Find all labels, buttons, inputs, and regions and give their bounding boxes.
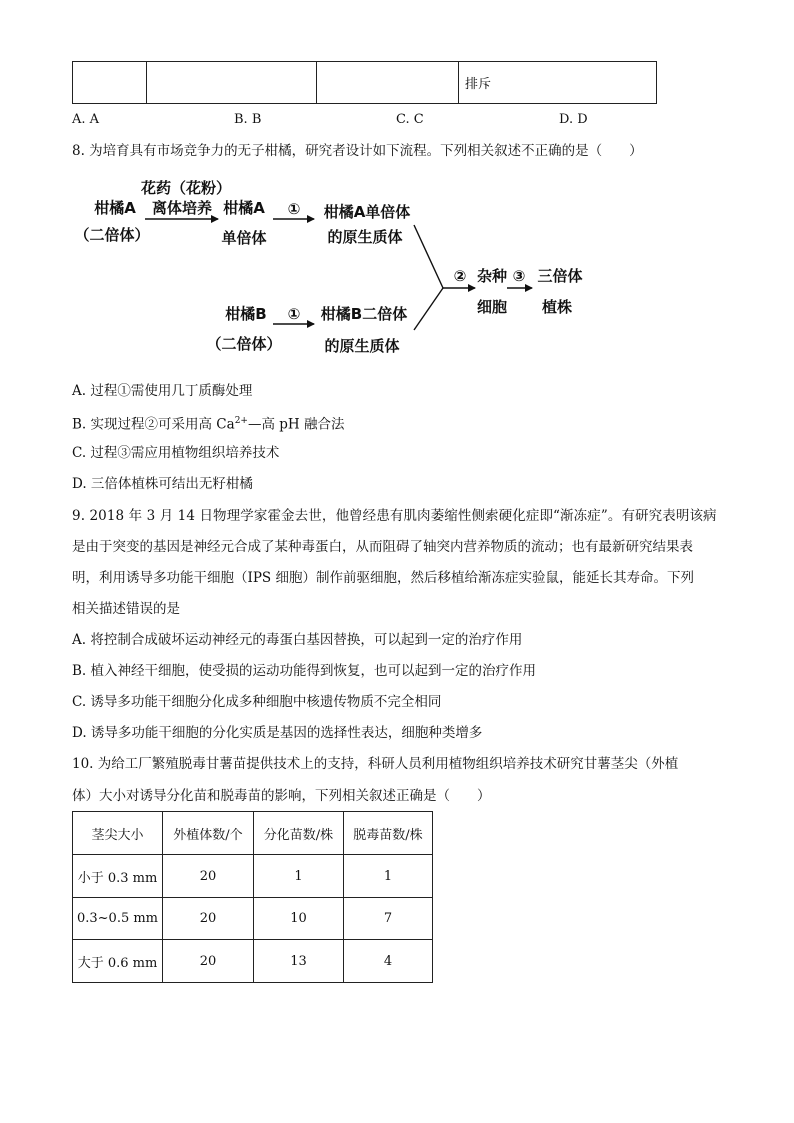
flow-protoB2: 的原生质体	[324, 337, 400, 355]
q9-option-b: B. 植入神经干细胞，使受损的运动功能得到恢复，也可以起到一定的治疗作用	[72, 663, 537, 679]
flow-hybrid1: 杂种	[476, 267, 508, 285]
table-cell: 20	[163, 855, 254, 898]
flow-diploid-a: （二倍体）	[74, 226, 150, 244]
q10-header-cell: 外植体数/个	[163, 812, 254, 855]
flow-protoA2: 的原生质体	[327, 228, 403, 246]
table-cell: 小于 0.3 mm	[73, 855, 163, 898]
table-row	[73, 898, 433, 940]
flow-triploid1: 三倍体	[537, 267, 583, 285]
q10-header-cell: 分化苗数/株	[254, 812, 344, 855]
flow-citrus-b: 柑橘B	[225, 305, 267, 323]
top-table-cell: 排斥	[459, 62, 657, 104]
q8-option-b	[72, 411, 344, 435]
table-row	[73, 940, 433, 983]
q10-table-header	[73, 812, 433, 855]
table-cell: 20	[163, 940, 254, 983]
q9-stem-line2: 是由于突变的基因是神经元合成了某种毒蛋白，从而阻碍了轴突内营养物质的流动；也有最新研究结果表	[72, 539, 693, 555]
q8-option-a: A. 过程①需使用几丁质酶处理	[72, 383, 253, 399]
q7-option-a: A. A	[72, 112, 100, 127]
flow-step2: ②	[453, 267, 467, 285]
q9-option-c: C. 诱导多功能干细胞分化成多种细胞中核遗传物质不完全相同	[72, 694, 442, 710]
flow-protoA1: 柑橘A单倍体	[323, 203, 411, 221]
flow-arrows	[0, 0, 794, 370]
table-cell: 1	[254, 855, 344, 898]
q8-flowchart	[0, 0, 794, 370]
flow-diploid-b: （二倍体）	[206, 335, 282, 353]
q9-stem-line4: 相关描述错误的是	[72, 601, 180, 617]
table-cell: 7	[344, 898, 433, 940]
flow-step1b: ①	[287, 305, 301, 323]
q9-stem-line1: 9. 2018 年 3 月 14 日物理学家霍金去世，他曾经患有肌肉萎缩性侧索硬化症即“渐冻症”。有研究表明该病	[72, 508, 717, 524]
flow-citrus-a2: 柑橘A	[223, 199, 265, 217]
q9-option-a: A. 将控制合成破坏运动神经元的毒蛋白基因替换，可以起到一定的治疗作用	[72, 632, 523, 648]
flow-culture: 离体培养	[151, 199, 213, 217]
flow-protoB1: 柑橘B二倍体	[320, 305, 408, 323]
table-cell: 1	[344, 855, 433, 898]
q10-stem-line1: 10. 为给工厂繁殖脱毒甘薯苗提供技术上的支持，科研人员利用植物组织培养技术研究甘薯茎尖（外植	[72, 756, 679, 772]
q10-stem-line2: 体）大小对诱导分化苗和脱毒苗的影响，下列相关叙述正确是（ ）	[72, 788, 491, 804]
table-cell: 13	[254, 940, 344, 983]
table-row	[73, 855, 433, 898]
flow-triploid2: 植株	[541, 298, 573, 316]
flow-haploid: 单倍体	[221, 229, 267, 247]
q9-stem-line3: 明，利用诱导多功能干细胞（IPS 细胞）制作前驱细胞，然后移植给渐冻症实验鼠，能延长其寿命。下列	[72, 570, 694, 586]
q8-option-b-post: —高 pH 融合法	[247, 416, 345, 433]
q9-option-d: D. 诱导多功能干细胞的分化实质是基因的选择性表达，细胞种类增多	[72, 725, 483, 741]
q7-option-d: D. D	[559, 112, 588, 127]
flow-step3: ③	[512, 267, 526, 285]
q7-option-b: B. B	[234, 112, 262, 127]
table-cell: 大于 0.6 mm	[73, 940, 163, 983]
table-cell: 10	[254, 898, 344, 940]
flow-pollen: 花药（花粉）	[140, 179, 232, 197]
table-cell: 20	[163, 898, 254, 940]
q8-option-b-charge: 2+	[234, 416, 248, 426]
q10-header-cell: 脱毒苗数/株	[344, 812, 433, 855]
table-cell: 4	[344, 940, 433, 983]
arrow-merge	[414, 225, 475, 330]
q8-stem: 8. 为培育具有市场竞争力的无子柑橘，研究者设计如下流程。下列相关叙述不正确的是（ ）	[72, 143, 643, 159]
flow-step1a: ①	[287, 200, 301, 218]
flow-hybrid2: 细胞	[476, 298, 508, 316]
q8-option-d: D. 三倍体植株可结出无籽柑橘	[72, 476, 253, 492]
q10-table	[72, 811, 433, 983]
table-cell: 0.3~0.5 mm	[73, 898, 163, 940]
q8-option-c: C. 过程③需应用植物组织培养技术	[72, 445, 280, 461]
q7-option-c: C. C	[396, 112, 424, 127]
flow-citrus-a: 柑橘A	[94, 199, 136, 217]
q10-header-cell: 茎尖大小	[73, 812, 163, 855]
q8-option-b-pre: B. 实现过程②可采用高 Ca	[72, 416, 235, 433]
